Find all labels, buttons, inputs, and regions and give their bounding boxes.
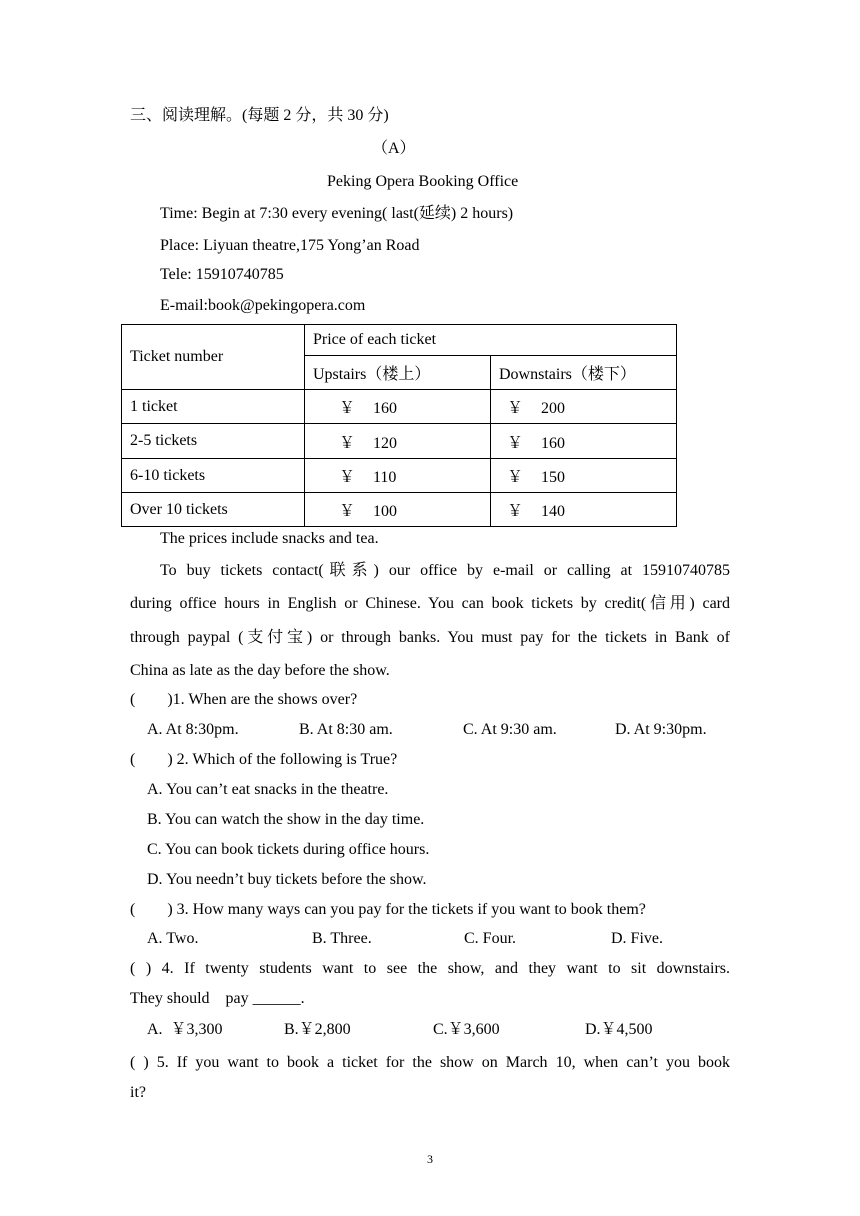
upstairs-price xyxy=(305,493,491,527)
question-stem: ( ) 5. If you want to book a ticket for the show on March 10, when can’t you book xyxy=(130,1054,730,1071)
option-a: A. At 8:30pm. xyxy=(147,721,239,738)
price-value: 110 xyxy=(373,469,397,486)
table-row xyxy=(122,493,677,527)
row-label: Over 10 tickets xyxy=(122,493,305,527)
question-stem-cont: They should pay ______. xyxy=(130,990,305,1007)
currency-symbol: ￥ xyxy=(506,434,523,452)
header-downstairs: Downstairs（楼下） xyxy=(491,356,677,390)
row-label: 1 ticket xyxy=(122,390,305,424)
currency-symbol: ￥ xyxy=(338,434,355,452)
option-c: C. Four. xyxy=(464,930,517,947)
option-d: D. At 9:30pm. xyxy=(615,721,707,738)
notice-place: Place: Liyuan theatre,175 Yong’an Road xyxy=(160,237,420,254)
price-value: 140 xyxy=(541,503,565,520)
option-b: B.￥2,800 xyxy=(284,1021,351,1038)
price-note: The prices include snacks and tea. xyxy=(160,530,379,547)
passage-label: （A） xyxy=(372,140,416,157)
notice-time: Time: Begin at 7:30 every evening( last(延续) 2 hours) xyxy=(160,205,514,222)
currency-symbol: ￥ xyxy=(506,469,523,486)
currency-symbol: ￥ xyxy=(338,400,355,417)
paragraph-line: during office hours in English or Chinese. You can book tickets by credit(信用) card xyxy=(130,595,730,612)
option-d: D. You needn’t buy tickets before the show. xyxy=(147,871,427,888)
price-value: 200 xyxy=(541,400,565,417)
option-a: A. You can’t eat snacks in the theatre. xyxy=(147,781,389,798)
option-d: D. Five. xyxy=(611,930,663,947)
paragraph-line: To buy tickets contact(联系) our office by e-mail or calling at 15910740785 xyxy=(160,562,730,579)
paragraph-line: through paypal (支付宝) or through banks. You must pay for the tickets in Bank of xyxy=(130,629,730,646)
price-value: 100 xyxy=(373,503,397,520)
question-stem: ( ) 4. If twenty students want to see the show, and they want to sit downstairs. xyxy=(130,960,730,977)
table-row xyxy=(122,459,677,493)
option-c: C.￥3,600 xyxy=(433,1021,500,1038)
upstairs-price xyxy=(305,459,491,493)
notice-tele: Tele: 15910740785 xyxy=(160,266,284,283)
header-upstairs: Upstairs（楼上） xyxy=(305,356,491,390)
currency-symbol: ￥ xyxy=(506,503,523,520)
option-a: A. Two. xyxy=(147,930,199,947)
currency-symbol: ￥ xyxy=(506,400,523,417)
upstairs-price xyxy=(305,424,491,459)
row-label: 6-10 tickets xyxy=(122,459,305,493)
row-label: 2-5 tickets xyxy=(122,424,305,459)
option-a: A. ￥3,300 xyxy=(147,1021,223,1038)
question-stem: ( ) 2. Which of the following is True? xyxy=(130,751,398,768)
upstairs-price xyxy=(305,390,491,424)
price-value: 160 xyxy=(373,400,397,417)
option-c: C. At 9:30 am. xyxy=(463,721,557,738)
section-heading: 三、阅读理解。(每题 2 分，共 30 分) xyxy=(130,107,389,124)
downstairs-price xyxy=(491,493,677,527)
notice-title: Peking Opera Booking Office xyxy=(327,173,519,190)
option-b: B. You can watch the show in the day time. xyxy=(147,811,425,828)
question-stem-cont: it? xyxy=(130,1084,146,1101)
downstairs-price xyxy=(491,390,677,424)
table-row xyxy=(122,424,677,459)
page-number: 3 xyxy=(427,1152,433,1166)
option-c: C. You can book tickets during office hours. xyxy=(147,841,430,858)
question-stem: ( ) 3. How many ways can you pay for the tickets if you want to book them? xyxy=(130,901,646,918)
question-stem: ( )1. When are the shows over? xyxy=(130,691,358,708)
option-b: B. At 8:30 am. xyxy=(299,721,393,738)
header-price-group: Price of each ticket xyxy=(305,325,677,356)
table-row xyxy=(122,390,677,424)
notice-email: E-mail:book@pekingopera.com xyxy=(160,297,366,314)
paragraph-line: China as late as the day before the show. xyxy=(130,662,390,679)
option-b: B. Three. xyxy=(312,930,372,947)
currency-symbol: ￥ xyxy=(338,469,355,486)
currency-symbol: ￥ xyxy=(338,503,355,520)
price-value: 150 xyxy=(541,469,565,486)
header-ticket-number: Ticket number xyxy=(122,325,305,390)
downstairs-price xyxy=(491,459,677,493)
price-value: 160 xyxy=(541,434,565,452)
price-table xyxy=(121,324,677,527)
price-value: 120 xyxy=(373,434,397,452)
option-d: D.￥4,500 xyxy=(585,1021,653,1038)
downstairs-price xyxy=(491,424,677,459)
